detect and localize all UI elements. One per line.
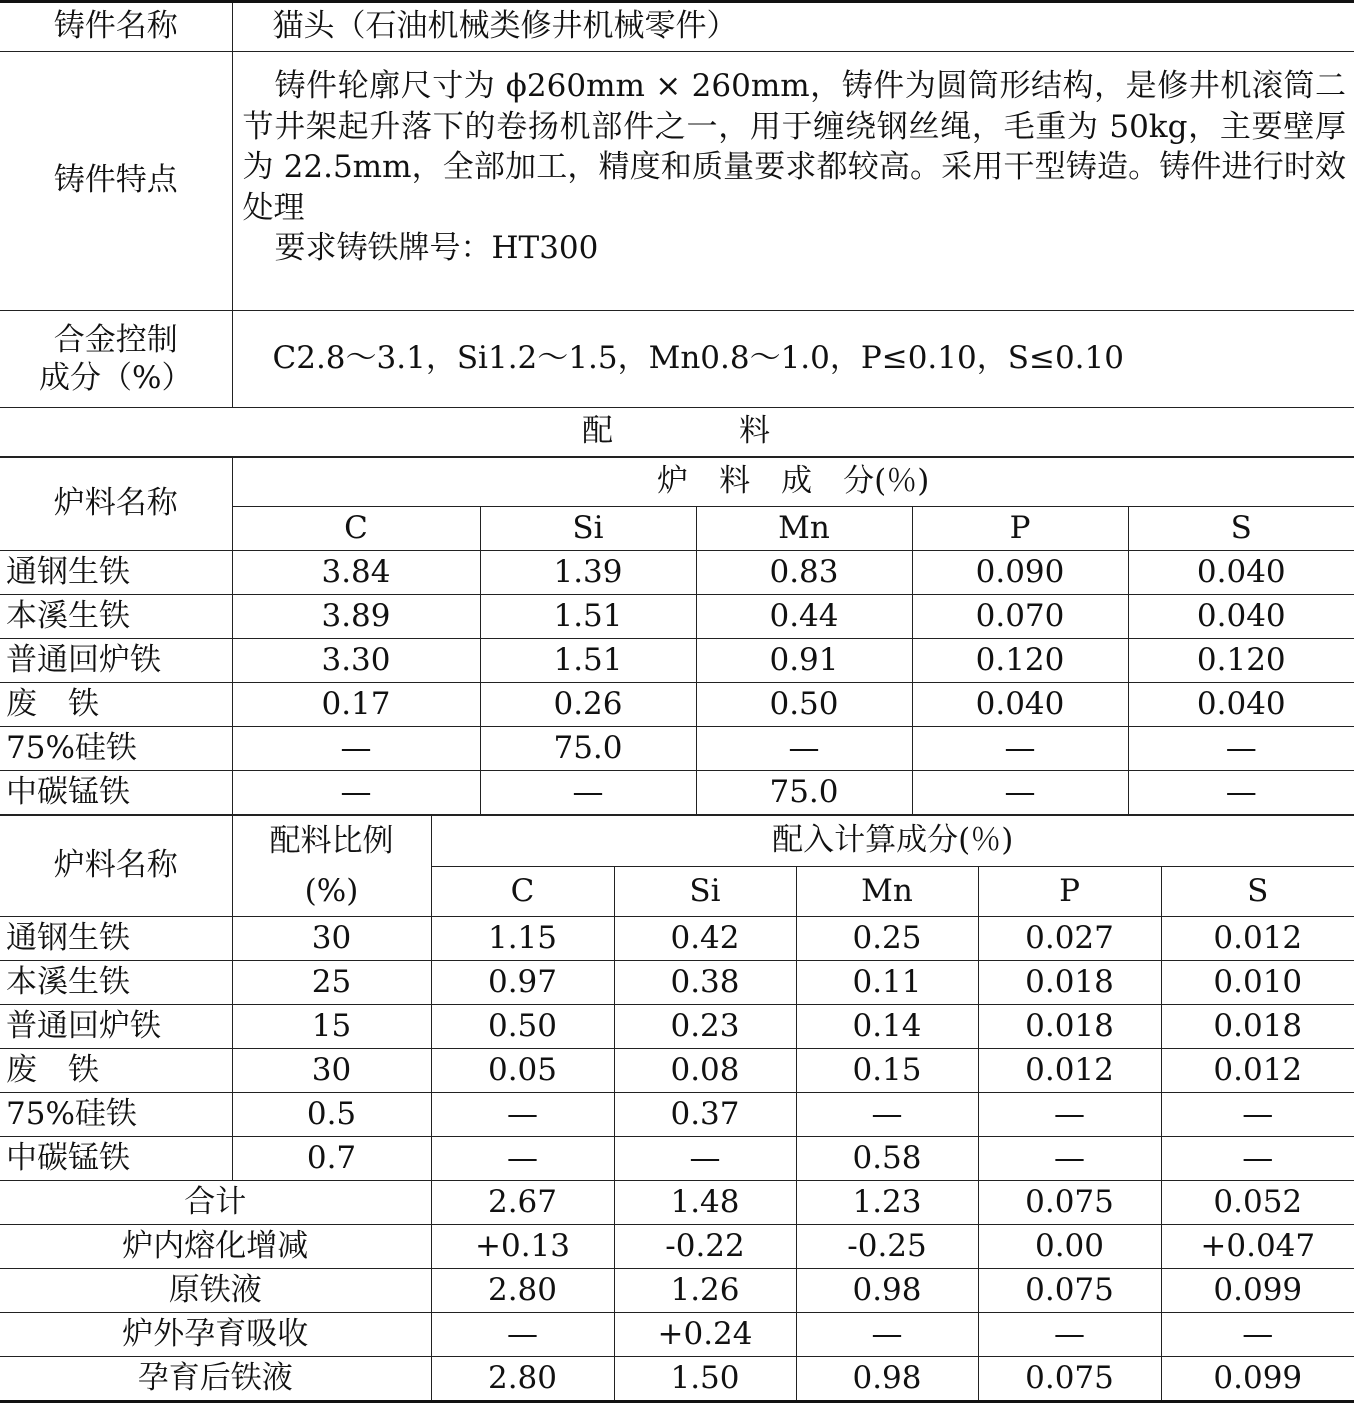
summary-row-value: 0.075 <box>978 1269 1161 1313</box>
calc-ratio-header-line1: 配料比例 <box>269 823 394 859</box>
charge-row-value: — <box>912 727 1128 771</box>
summary-row <box>0 1181 1354 1225</box>
summary-row-value: -0.22 <box>614 1225 796 1269</box>
alloy-label <box>0 311 232 408</box>
charge-row-value: — <box>480 771 696 815</box>
table-row <box>0 771 1354 815</box>
table-row <box>0 1137 1354 1181</box>
summary-row-value: — <box>1161 1313 1354 1357</box>
summary-row-value: 2.67 <box>431 1181 614 1225</box>
section-title <box>0 408 1354 457</box>
calc-row-name: 本溪生铁 <box>0 961 232 1005</box>
summary-row-value: +0.24 <box>614 1313 796 1357</box>
charge-row-value: 75.0 <box>480 727 696 771</box>
summary-row-value: — <box>978 1313 1161 1357</box>
section-title-char-1: 配 <box>582 413 615 450</box>
calc-row-value: 0.42 <box>614 917 796 961</box>
calc-row-value: 0.38 <box>614 961 796 1005</box>
section-title-char-2: 料 <box>739 413 772 450</box>
features-text: 铸件轮廓尺寸为 ϕ260mm × 260mm，铸件为圆筒形结构，是修井机滚筒二节井架起升落下的卷扬机部件之一，用于缠绕钢丝绳，毛重为 50kg，主要壁厚为 22.5mm，全部加工，精度和质量要求都较高。采用干型铸造。铸件进行时效处理 <box>242 68 1346 226</box>
calc-row-value: 0.027 <box>978 917 1161 961</box>
charge-col-c: C <box>232 507 480 551</box>
calc-row-value: — <box>614 1137 796 1181</box>
calc-row-ratio: 0.7 <box>232 1137 431 1181</box>
charge-row-value: 3.89 <box>232 595 480 639</box>
charge-row-value: 0.26 <box>480 683 696 727</box>
charge-row-value: — <box>912 771 1128 815</box>
charge-row-value: 1.51 <box>480 595 696 639</box>
charge-row-name: 普通回炉铁 <box>0 639 232 683</box>
charge-row-value: 0.040 <box>1128 683 1354 727</box>
summary-row-name: 炉内熔化增减 <box>0 1225 431 1269</box>
charge-row-name: 废 铁 <box>0 683 232 727</box>
alloy-label-line2: 成分（%） <box>39 360 193 396</box>
summary-row-value: 0.98 <box>796 1269 978 1313</box>
calc-row-value: 0.50 <box>431 1005 614 1049</box>
summary-row-value: 0.052 <box>1161 1181 1354 1225</box>
summary-row <box>0 1225 1354 1269</box>
charge-row-value: 0.44 <box>696 595 912 639</box>
charge-row-value: 3.30 <box>232 639 480 683</box>
summary-row-name: 炉外孕育吸收 <box>0 1313 431 1357</box>
summary-row-name: 孕育后铁液 <box>0 1357 431 1402</box>
alloy-value: C2.8～3.1，Si1.2～1.5，Mn0.8～1.0，P≤0.10，S≤0.10 <box>232 311 1354 408</box>
features-cell <box>232 52 1354 311</box>
calc-row-name: 75%硅铁 <box>0 1093 232 1137</box>
summary-row <box>0 1269 1354 1313</box>
calc-row-ratio: 15 <box>232 1005 431 1049</box>
calc-col-si: Si <box>614 867 796 917</box>
charge-col-s: S <box>1128 507 1354 551</box>
table-row <box>0 683 1354 727</box>
summary-row-value: 0.099 <box>1161 1357 1354 1402</box>
charge-row-value: 1.39 <box>480 551 696 595</box>
table-row <box>0 1049 1354 1093</box>
summary-row-value: 0.075 <box>978 1181 1161 1225</box>
calc-row-value: 0.012 <box>1161 917 1354 961</box>
calc-row-value: 0.11 <box>796 961 978 1005</box>
table-row <box>0 551 1354 595</box>
summary-row-value: 1.26 <box>614 1269 796 1313</box>
calc-col-c: C <box>431 867 614 917</box>
calc-row-value: — <box>978 1093 1161 1137</box>
calc-row-name: 普通回炉铁 <box>0 1005 232 1049</box>
summary-row <box>0 1357 1354 1402</box>
charge-row-value: 0.040 <box>1128 551 1354 595</box>
charge-row-name: 本溪生铁 <box>0 595 232 639</box>
features-label: 铸件特点 <box>0 52 232 311</box>
charge-row-value: 0.91 <box>696 639 912 683</box>
charge-row-name: 通钢生铁 <box>0 551 232 595</box>
charge-col-si: Si <box>480 507 696 551</box>
table-row <box>0 961 1354 1005</box>
summary-row-value: 1.48 <box>614 1181 796 1225</box>
calc-row-value: — <box>978 1137 1161 1181</box>
summary-row-value: 0.00 <box>978 1225 1161 1269</box>
calc-row-value: 0.010 <box>1161 961 1354 1005</box>
charge-col-mn: Mn <box>696 507 912 551</box>
calc-composition-header: 配入计算成分(％) <box>431 816 1354 867</box>
calc-row-value: 0.05 <box>431 1049 614 1093</box>
casting-name-label: 铸件名称 <box>0 2 232 52</box>
charge-row-value: 0.83 <box>696 551 912 595</box>
charge-row-name: 中碳锰铁 <box>0 771 232 815</box>
calc-col-p: P <box>978 867 1161 917</box>
summary-row <box>0 1313 1354 1357</box>
table-row <box>0 595 1354 639</box>
calc-row-ratio: 25 <box>232 961 431 1005</box>
calc-row-ratio: 30 <box>232 917 431 961</box>
summary-table-body <box>0 1181 1354 1402</box>
summary-row-name: 合计 <box>0 1181 431 1225</box>
summary-row-value: -0.25 <box>796 1225 978 1269</box>
summary-row-value: — <box>796 1313 978 1357</box>
calc-row-value: — <box>796 1093 978 1137</box>
charge-row-value: — <box>232 771 480 815</box>
table-row <box>0 727 1354 771</box>
summary-row-value: — <box>431 1313 614 1357</box>
calc-row-value: 0.58 <box>796 1137 978 1181</box>
calc-row-value: 0.15 <box>796 1049 978 1093</box>
charge-row-value: — <box>1128 771 1354 815</box>
calc-row-name: 中碳锰铁 <box>0 1137 232 1181</box>
table-row <box>0 1093 1354 1137</box>
calc-row-name: 通钢生铁 <box>0 917 232 961</box>
charge-row-value: 0.070 <box>912 595 1128 639</box>
calc-ratio-header <box>232 816 431 917</box>
requirement-text: 要求铸铁牌号：HT300 <box>274 230 599 266</box>
calc-col-s: S <box>1161 867 1354 917</box>
calc-row-value: 0.018 <box>978 961 1161 1005</box>
calc-row-value: — <box>431 1137 614 1181</box>
casting-name-value: 猫头（石油机械类修井机械零件） <box>232 2 1354 52</box>
alloy-label-line1: 合金控制 <box>53 322 178 358</box>
charge-row-value: — <box>1128 727 1354 771</box>
calc-row-value: 0.37 <box>614 1093 796 1137</box>
charge-composition-header: 炉 料 成 分(％) <box>232 458 1354 507</box>
calc-row-value: 0.08 <box>614 1049 796 1093</box>
summary-row-value: +0.047 <box>1161 1225 1354 1269</box>
charge-row-value: — <box>696 727 912 771</box>
calc-row-value: — <box>431 1093 614 1137</box>
charge-row-name: 75%硅铁 <box>0 727 232 771</box>
summary-row-value: 0.98 <box>796 1357 978 1402</box>
calc-name-header: 炉料名称 <box>0 816 232 917</box>
charge-composition-table <box>0 457 1354 815</box>
charge-row-value: 0.040 <box>1128 595 1354 639</box>
table-row <box>0 639 1354 683</box>
charge-row-value: 0.040 <box>912 683 1128 727</box>
charge-name-header: 炉料名称 <box>0 458 232 551</box>
calc-col-mn: Mn <box>796 867 978 917</box>
calc-row-value: 0.012 <box>978 1049 1161 1093</box>
charge-row-value: — <box>232 727 480 771</box>
calc-row-value: 0.23 <box>614 1005 796 1049</box>
calc-composition-table <box>0 815 1354 1403</box>
charge-row-value: 0.120 <box>1128 639 1354 683</box>
calc-row-value: 0.018 <box>978 1005 1161 1049</box>
calc-row-name: 废 铁 <box>0 1049 232 1093</box>
charge-table-body <box>0 551 1354 815</box>
summary-row-value: 2.80 <box>431 1357 614 1402</box>
summary-row-value: +0.13 <box>431 1225 614 1269</box>
charge-row-value: 0.17 <box>232 683 480 727</box>
calc-row-value: 0.018 <box>1161 1005 1354 1049</box>
calc-row-value: 0.25 <box>796 917 978 961</box>
summary-row-value: 1.50 <box>614 1357 796 1402</box>
table-row <box>0 917 1354 961</box>
charge-row-value: 0.120 <box>912 639 1128 683</box>
table-row <box>0 1005 1354 1049</box>
calc-row-value: 0.012 <box>1161 1049 1354 1093</box>
calc-row-ratio: 30 <box>232 1049 431 1093</box>
charge-row-value: 3.84 <box>232 551 480 595</box>
calc-table-body <box>0 917 1354 1181</box>
summary-row-value: 1.23 <box>796 1181 978 1225</box>
summary-row-value: 2.80 <box>431 1269 614 1313</box>
charge-row-value: 0.50 <box>696 683 912 727</box>
casting-info-table <box>0 0 1354 457</box>
summary-row-value: 0.099 <box>1161 1269 1354 1313</box>
calc-row-value: 0.14 <box>796 1005 978 1049</box>
charge-row-value: 0.090 <box>912 551 1128 595</box>
summary-row-value: 0.075 <box>978 1357 1161 1402</box>
calc-row-value: — <box>1161 1137 1354 1181</box>
calc-row-value: 1.15 <box>431 917 614 961</box>
charge-row-value: 75.0 <box>696 771 912 815</box>
calc-row-ratio: 0.5 <box>232 1093 431 1137</box>
summary-row-name: 原铁液 <box>0 1269 431 1313</box>
calc-ratio-header-line2: (%) <box>304 873 359 909</box>
charge-row-value: 1.51 <box>480 639 696 683</box>
calc-row-value: — <box>1161 1093 1354 1137</box>
calc-row-value: 0.97 <box>431 961 614 1005</box>
charge-col-p: P <box>912 507 1128 551</box>
